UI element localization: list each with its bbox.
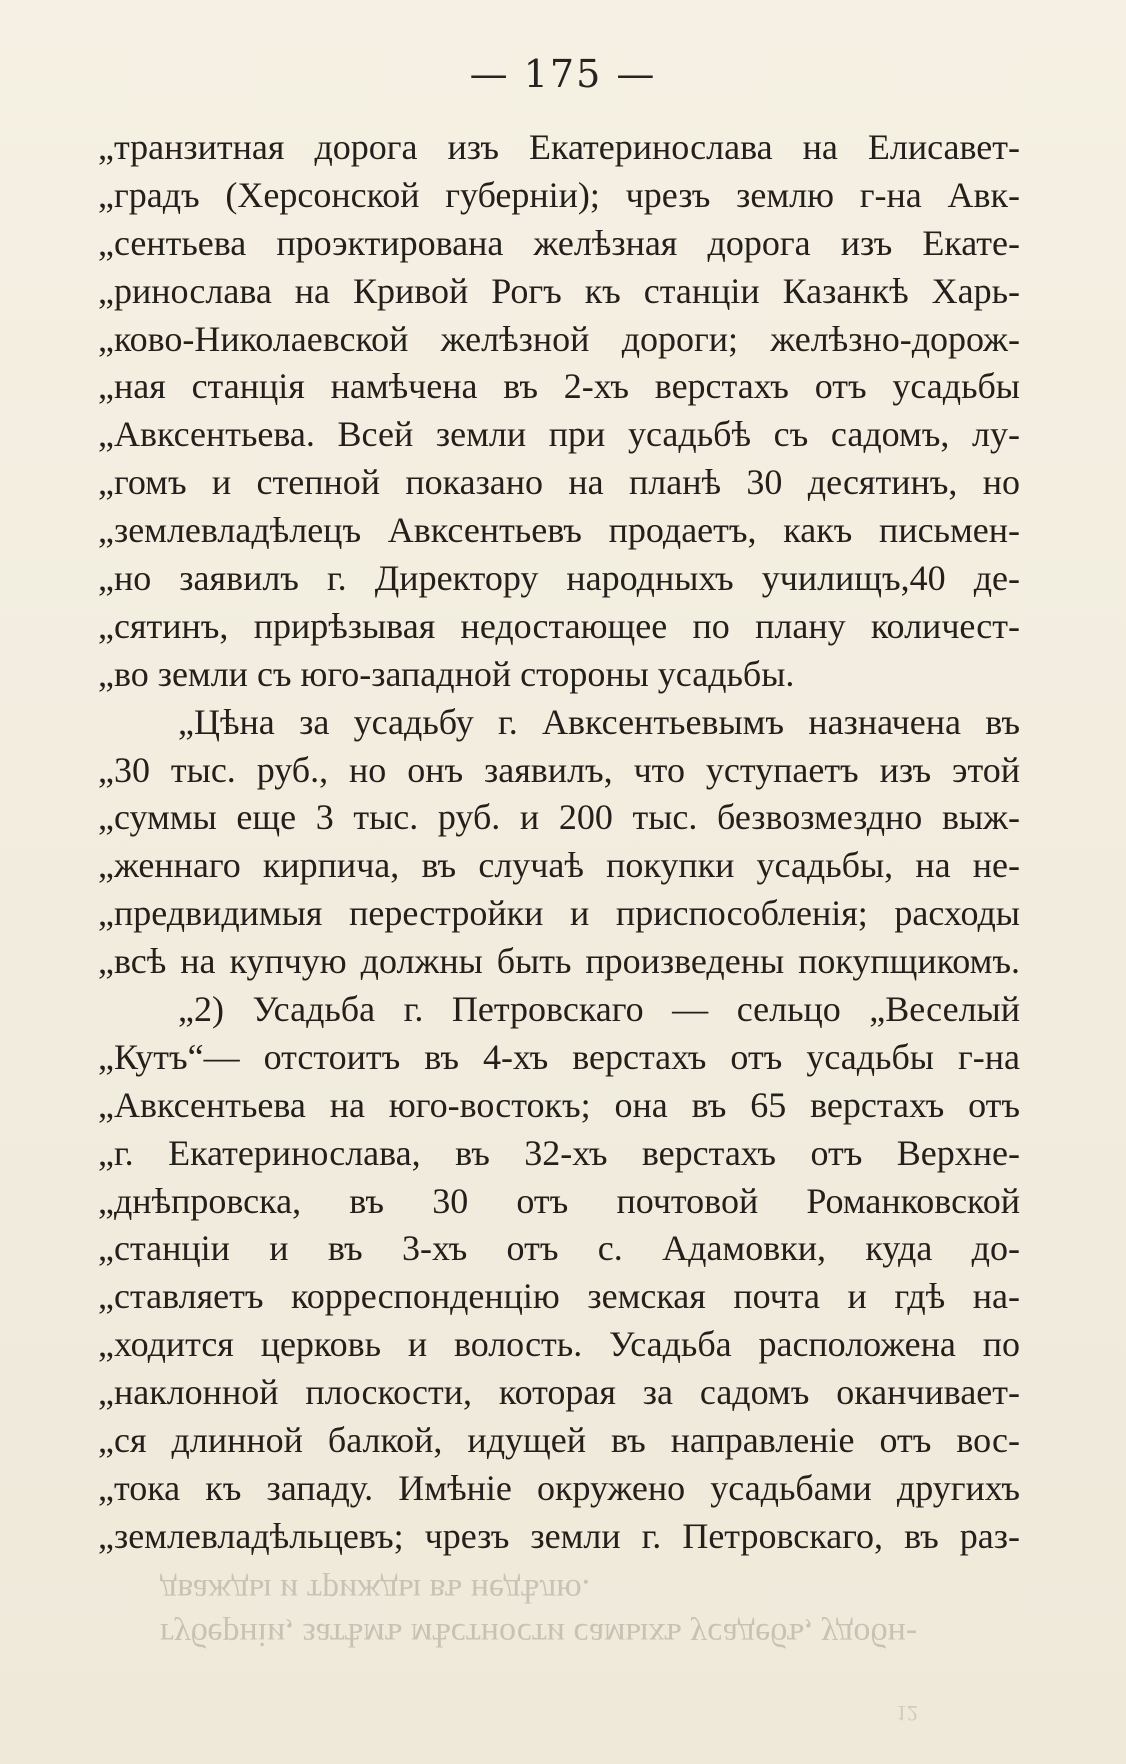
text-line: „наклонной плоскости, которая за садомъ оканчивает- <box>98 1372 1020 1413</box>
text-line: „градъ (Херсонской губерніи); чрезъ землю г-на Авк- <box>98 174 1020 215</box>
text-line: „землевладѣлецъ Авксентьевъ продаетъ, какъ письмен- <box>98 510 1020 551</box>
text-line: „женнаго кирпича, въ случаѣ покупки усадьбы, на не- <box>98 845 1020 886</box>
text-line: „Кутъ“— отстоитъ въ 4-хъ верстахъ отъ усадьбы г-на <box>98 1036 1020 1077</box>
text-line: „сентьева проэктирована желѣзная дорога изъ Екате- <box>98 222 1020 263</box>
text-line: „гомъ и степной показано на планѣ 30 десятинъ, но <box>98 462 1020 503</box>
signature-mark: 12 <box>896 1701 918 1726</box>
text-line: „Авксентьева. Всей земли при усадьбѣ съ садомъ, лу- <box>98 414 1020 455</box>
text-line: „ходится церковь и волость. Усадьба расположена по <box>98 1324 1020 1365</box>
body-text <box>98 124 1020 1561</box>
text-line: „г. Екатеринослава, въ 32-хъ верстахъ отъ Верхне- <box>98 1132 1020 1173</box>
text-line: „ся длинной балкой, идущей въ направленіе отъ вос- <box>98 1420 1020 1461</box>
text-line: „тока къ западу. Имѣніе окружено усадьбами другихъ <box>98 1467 1020 1508</box>
text-line: „сятинъ, прирѣзывая недостающее по плану количест- <box>98 605 1020 646</box>
text-line: „но заявилъ г. Директору народныхъ училищъ,40 де- <box>98 558 1020 599</box>
page-number: — 175 — <box>469 52 657 96</box>
text-line: „2) Усадьба г. Петровскаго — сельцо „Веселый <box>178 989 1020 1030</box>
bleed-line: дважды и трижды въ недѣлю. <box>160 1572 591 1609</box>
text-line: „ная станція намѣчена въ 2-хъ верстахъ отъ усадьбы <box>98 366 1020 407</box>
bleed-through-text <box>160 1568 1000 1656</box>
text-line: „ставляетъ корреспонденцію земская почта и гдѣ на- <box>98 1276 1020 1317</box>
text-line: „во земли съ юго-западной стороны усадьбы. <box>98 653 795 694</box>
text-line: „всѣ на купчую должны быть произведены покупщикомъ. <box>98 941 1020 982</box>
bleed-line: губерніи, затѣмъ мѣстности самыхъ усадебъ, удобн- <box>160 1616 918 1653</box>
text-line: „землевладѣльцевъ; чрезъ земли г. Петровскаго, въ раз- <box>98 1515 1020 1556</box>
text-line: „днѣпровска, въ 30 отъ почтовой Романковской <box>98 1180 1020 1221</box>
text-line: „станціи и въ 3-хъ отъ с. Адамовки, куда до- <box>98 1228 1020 1269</box>
text-line: „ково-Николаевской желѣзной дороги; желѣзно-дорож- <box>98 318 1020 359</box>
text-line: „Цѣна за усадьбу г. Авксентьевымъ назначена въ <box>178 701 1020 742</box>
text-line: „суммы еще 3 тыс. руб. и 200 тыс. безвозмездно выж- <box>98 797 1020 838</box>
text-line: „Авксентьева на юго-востокъ; она въ 65 верстахъ отъ <box>98 1084 1020 1125</box>
text-line: „предвидимыя перестройки и приспособленія; расходы <box>98 893 1020 934</box>
text-line: „ринослава на Кривой Рогъ къ станціи Казанкѣ Харь- <box>98 270 1020 311</box>
text-line: „30 тыс. руб., но онъ заявилъ, что уступаетъ изъ этой <box>98 749 1020 790</box>
text-line: „транзитная дорога изъ Екатеринослава на Елисавет- <box>98 127 1020 167</box>
